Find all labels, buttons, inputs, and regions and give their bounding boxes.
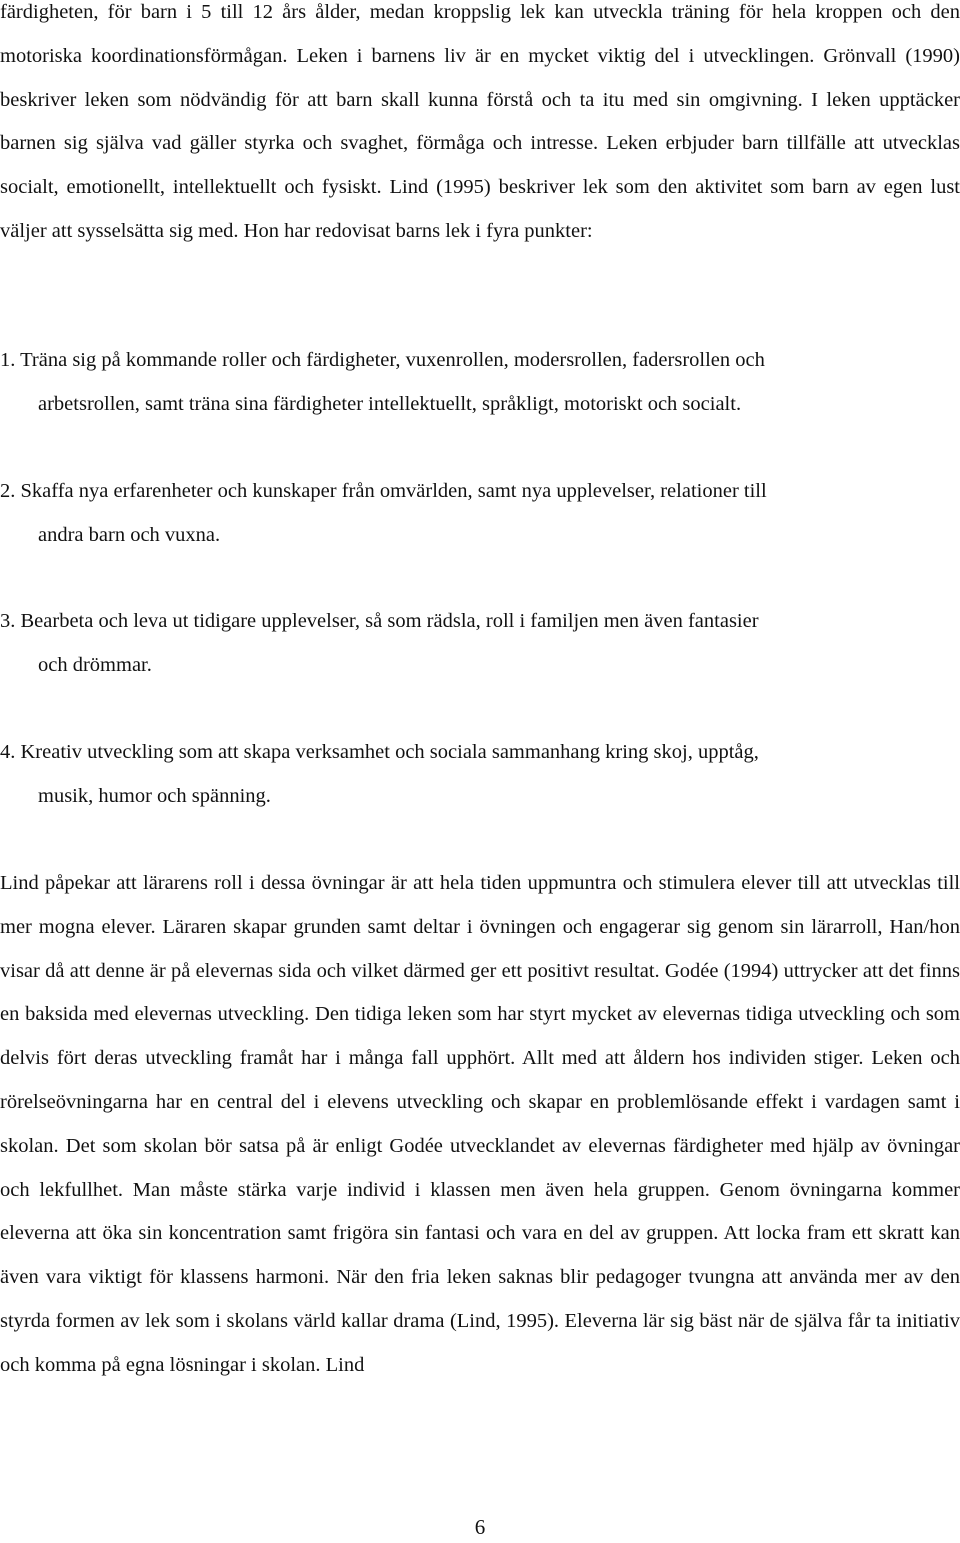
list-item [0,600,960,688]
intro-paragraph: färdigheten, för barn i 5 till 12 års ålder, medan kroppslig lek kan utveckla träning för hela kroppen och den motoriska koordinationsförmågan. Leken i barnens liv är en mycket viktig del i utvecklingen. Grönvall (1990) beskriver leken som nödvändig för att barn skall kunna förstå och ta itu med sin omgivning. I leken upptäcker barnen sig själva vad gäller styrka och svaghet, förmåga och intresse. Leken erbjuder barn tillfälle att utvecklas socialt, emotionellt, intellektuellt och fysiskt. Lind (1995) beskriver lek som den aktivitet som barn av egen lust väljer att sysselsätta sig med. Hon har redovisat barns lek i fyra punkter: [0,1,960,242]
list-item-continuation: och drömmar. [38,653,152,676]
page-number: 6 [474,1515,486,1539]
list-item-continuation: andra barn och vuxna. [38,523,221,546]
list-item-line: 2. Skaffa nya erfarenheter och kunskaper från omvärlden, samt nya upplevelser, relationer till [0,480,767,502]
list-item-continuation: arbetsrollen, samt träna sina färdigheter intellektuellt, språkligt, motoriskt och socialt. [38,392,742,415]
list-item-line: 1. Träna sig på kommande roller och färdigheter, vuxenrollen, modersrollen, fadersrollen och [0,349,765,371]
list-item [0,731,960,819]
list-item [0,470,960,558]
closing-paragraph: Lind påpekar att lärarens roll i dessa övningar är att hela tiden uppmuntra och stimulera elever till att utvecklas till mer mogna elever. Läraren skapar grunden samt deltar i övningen och engagerar sig genom sin lärarroll, Han/hon visar då att denne är på elevernas sida och vilket därmed ger ett positivt resultat. Godée (1994) uttrycker att det finns en baksida med elevernas utveckling. Den tidiga leken som har styrt mycket av elevernas tidiga utveckling och som delvis fört deras utveckling framåt har i många fall upphört. Allt med att åldern hos individen stiger. Leken och rörelseövningarna har en central del i elevens utveckling och skapar en problemlösande effekt i vardagen samt i skolan. Det som skolan bör satsa på är enligt Godée utvecklandet av elevernas färdigheter med hjälp av övningar och lekfullhet. Man måste stärka varje individ i klassen men även hela gruppen. Genom övningarna kommer eleverna att öka sin koncentration samt frigöra sin fantasi och vara en del av gruppen. Att locka fram ett skratt kan även vara viktigt för klassens harmoni. När den fria leken saknas blir pedagoger tvungna att använda mer av den styrda formen av lek som i skolans värld kallar drama (Lind, 1995). Eleverna lär sig bäst när de själva får ta initiativ och komma på egna lösningar i skolan. Lind [0,872,960,1376]
list-item [0,339,960,427]
list-item-line: 4. Kreativ utveckling som att skapa verksamhet och sociala sammanhang kring skoj, upptåg, [0,741,759,763]
list-item-continuation: musik, humor och spänning. [38,784,271,807]
list-item-line: 3. Bearbeta och leva ut tidigare upplevelser, så som rädsla, roll i familjen men även fantasier [0,610,759,632]
